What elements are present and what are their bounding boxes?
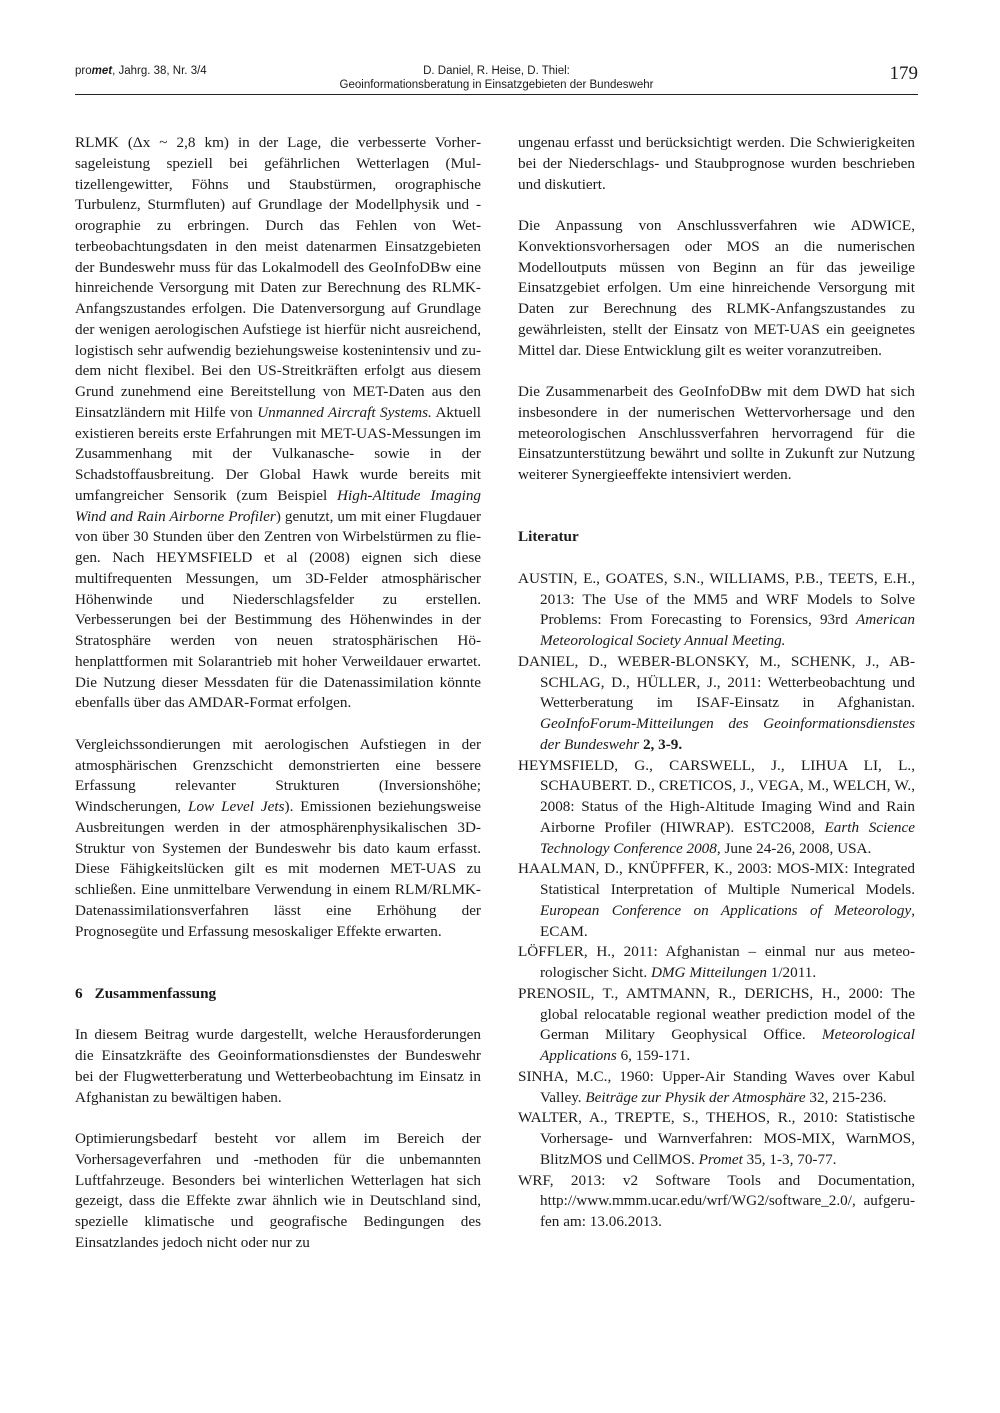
header-authors: D. Daniel, R. Heise, D. Thiel: (423, 65, 570, 77)
reference-item: PRENOSIL, T., AMTMANN, R., DERICHS, H., 2000: The global relocatable regional weather prediction model of the German Military Geophysical Office. Meteorological Applications 6, 159-171. (518, 984, 915, 1064)
right-column (518, 133, 915, 1233)
paragraph: RLMK (Δx ~ 2,8 km) in der Lage, die verbesserte Vorhersageleistung speziell bei gefährlichen Wetterlagen (Multizellengewitter, Föhns und Staubstürmen, orographische Turbulenz, Sturmfluten) auf Grundlage der Modellphysik und -orographie zu erbringen. Durch das Fehlen von Wetterbeobachtungsdaten in den meist datenarmen Einsatzgebieten der Bundeswehr muss für das Lokalmodell des GeoInfoDBw eine hinreichende Versorgung mit Daten zur Berechnung des RLMK-Anfangszustandes erfolgen. Die Datenversorgung auf Grundlage der wenigen aerologischen Aufstiege ist hierfür nicht ausreichend, logistisch sehr aufwendig beziehungsweise kostenintensiv und zudem nicht flexibel. Bei den US-Streitkräften erfolgt aus diesem Grund zunehmend eine Bereitstellung von MET-Daten aus den Einsatzländern mit Hilfe von Unmanned Aircraft Systems. Aktuell existieren bereits erste Erfahrungen mit MET-UAS-Messungen im Zusammenhang mit der Vulkanasche- sowie in der Schadstoffausbreitung. Der Global Hawk wurde bereits mit umfangreicher Sensorik (zum Beispiel High-Altitude Imaging Wind and Rain Airborne Profiler) genutzt, um mit einer Flugdauer von über 30 Stunden über den Zentren von Wirbelstürmen zu fliegen. Nach HEYMSFIELD et al (2008) eignen sich diese multifrequenten Messungen, um 3D-Felder atmosphärischer Höhenwinde und Niederschlagsfelder zu erstellen. Verbesserungen bei der Bestimmung des Höhenwindes in der Stratosphäre werden von neuen stratosphärischen Höhenplattformen mit Solarantrieb mit hoher Verweildauer erwartet. Die Nutzung dieser Messdaten für die Datenassimilation könnte ebenfalls über das AMDAR-Format erfolgen. (75, 134, 482, 712)
header-title: Geoinformationsberatung in Einsatzgebieten der Bundeswehr (339, 78, 654, 91)
reference-item: WRF, 2013: v2 Software Tools and Documentation, http://www.mmm.ucar.edu/wrf/WG2/software_2.0/, aufgerufen am: 13.06.2013. (518, 1171, 915, 1230)
journal-prefix: pro (75, 65, 92, 77)
reference-item: HEYMSFIELD, G., CARSWELL, J., LIHUA LI, L., SCHAUBERT. D., CRETICOS, J., VEGA, M., WELCH, W., 2008: Status of the High-Altitude Imaging Wind and Rain Airborne Profiler (HIWRAP). ESTC2008, Earth Science Technology Conference 2008, June 24-26, 2008, USA. (518, 756, 916, 857)
running-header (75, 63, 918, 95)
reference-item: HAALMAN, D., KNÜPFFER, K., 2003: MOS-MIX: Integrated Statistical Interpretation of Multiple Numerical Models. European Conference on Applications of Meteorology, ECAM. (518, 860, 915, 940)
header-article (225, 65, 768, 92)
paragraph: Die Zusammenarbeit des GeoInfoDBw mit dem DWD hat sich insbesondere in der numerischen Wettervorhersage und den meteorologischen Anschlussverfahren hervorragend für die Einsatzunterstützung bewährt und sollte in Zukunft zur Nutzung weiterer Synergieeffekte intensiviert werden. (518, 383, 915, 483)
paragraph: ungenau erfasst und berücksichtigt werden. Die Schwierigkeiten bei der Niederschlags- und Staubprognose wurden beschrieben und diskutiert. (518, 134, 915, 193)
paragraph: Optimierungsbedarf besteht vor allem im Bereich der Vorhersageverfahren und -methoden für die unbemannten Luftfahrzeuge. Besonders bei winterlichen Wetterlagen hat sich gezeigt, dass die Effekte zwar ähnlich wie in Deutschland sind, spezielle klimatische und geografische Bedingungen des Einsatzlandes jedoch nicht oder nur zu (75, 1130, 481, 1251)
section-heading: 6 Zusammenfassung (75, 984, 217, 1002)
paragraph: In diesem Beitrag wurde dargestellt, welche Herausforderungen die Einsatzkräfte des Geoinformationsdienstes der Bundeswehr bei der Flugwetterberatung und Wetterbeobachtung im Einsatz in Afghanistan zu bewältigen haben. (75, 1026, 481, 1106)
reference-item: DANIEL, D., WEBER-BLONSKY, M., SCHENK, J., ABSCHLAG, D., HÜLLER, J., 2011: Wetterbeobachtung und Wetterberatung im ISAF-Einsatz in Afghanistan. GeoInfoForum-Mitteilungen des Geoinformationsdienstes der Bundeswehr 2, 3-9. (518, 652, 915, 753)
reference-item: AUSTIN, E., GOATES, S.N., WILLIAMS, P.B., TEETS, E.H., 2013: The Use of the MM5 and WRF Models to Solve Problems: From Forecasting to Forensics, 93rd American Meteorological Society Annual Meeting. (518, 569, 915, 649)
reference-list (518, 569, 915, 1233)
literature-heading: Literatur (518, 528, 579, 546)
left-column (75, 133, 481, 1254)
page-number: 179 (889, 63, 918, 84)
paragraph: Vergleichssondierungen mit aerologischen Aufstiegen in der atmosphärischen Grenzschicht demonstrierten eine bessere Erfassung relevanter Strukturen (Inversionshöhe; Windscherungen, Low Level Jets). Emissionen beziehungsweise Ausbreitungen werden in der atmosphärenphysikalischen 3D-Struktur von Systemen der Bundeswehr bis dato kaum erfasst. Diese Fähigkeitslücken gilt es mit modernen MET-UAS zu schließen. Eine unmittelbare Verwendung in einem RLM/RLMK-Datenassimilationsverfahren lässt eine Erhöhung der Prognosegüte und Erfassung mesoskaliger Effekte erwarten. (75, 735, 481, 940)
journal-brand: met (91, 65, 113, 77)
journal-info (75, 65, 207, 77)
paragraph: Die Anpassung von Anschlussverfahren wie ADWICE, Konvektionsvorhersagen oder MOS an die numerischen Modelloutputs müssen von Beginn an für das jeweilige Einsatzgebiet erfolgen. Um eine hinreichende Versorgung mit Daten zur Berechnung des RLMK-Anfangszustandes zu gewährleisten, stellt der Einsatz von MET-UAS ein geeignetes Mittel dar. Diese Entwicklung gilt es weiter voranzutreiben. (518, 217, 915, 359)
reference-item: LÖFFLER, H., 2011: Afghanistan – einmal nur aus meteorologischer Sicht. DMG Mitteilungen 1/2011. (518, 943, 915, 981)
reference-item: SINHA, M.C., 1960: Upper-Air Standing Waves over Kabul Valley. Beiträge zur Physik der Atmosphäre 32, 215-236. (518, 1067, 915, 1106)
journal-issue: , Jahrg. 38, Nr. 3/4 (112, 65, 207, 77)
reference-item: WALTER, A., TREPTE, S., THEHOS, R., 2010: Statistische Vorhersage- und Warnverfahren: MOS-MIX, WarnMOS, BlitzMOS und CellMOS. Promet 35, 1-3, 70-77. (518, 1109, 915, 1168)
